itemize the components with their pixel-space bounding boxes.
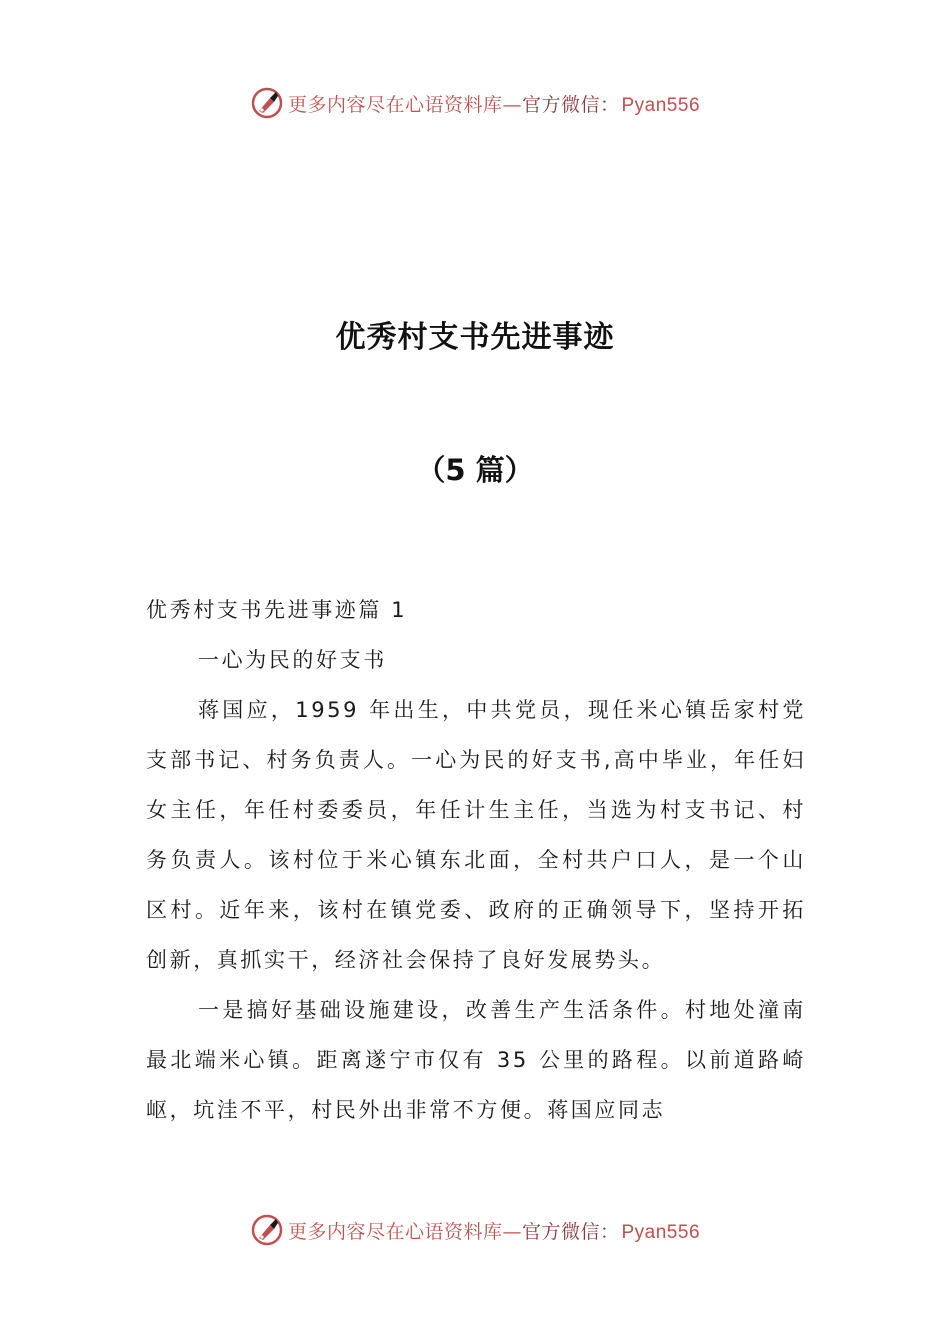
paragraph: 蒋国应，1959 年出生，中共党员，现任米心镇岳家村党支部书记、村务负责人。一心为民的好支书,高中毕业，年任妇女主任，年任村委委员，年任计生主任，当选为村支书记、村务负责人。该村位于米心镇东北面，全村共户口人，是一个山区村。近年来，该村在镇党委、政府的正确领导下，坚持开拓创新，真抓实干，经济社会保持了良好发展势头。 <box>146 698 806 972</box>
footer-banner-title: 更多内容尽在心语资料库 <box>287 1220 503 1243</box>
footer-banner-dash: — <box>502 1220 522 1243</box>
footer-banner-label: 官方微信： <box>521 1220 620 1243</box>
header-banner-label: 官方微信： <box>521 93 620 116</box>
page-subtitle: （5 篇） <box>416 453 534 487</box>
page-title: 优秀村支书先进事迹 <box>335 320 615 355</box>
footer-banner-text <box>288 1217 700 1244</box>
document-body <box>146 585 806 1135</box>
header-banner-text <box>288 90 700 117</box>
header-banner-title: 更多内容尽在心语资料库 <box>287 93 503 116</box>
paragraph: 一心为民的好支书 <box>198 648 387 672</box>
header-banner <box>0 83 950 123</box>
footer-banner <box>0 1210 950 1250</box>
paragraph: 一是搞好基础设施建设，改善生产生活条件。村地处潼南最北端米心镇。距离遂宁市仅有 35 公里的路程。以前道路崎岖，坑洼不平，村民外出非常不方便。蒋国应同志 <box>146 998 806 1122</box>
header-banner-dash: — <box>502 93 522 116</box>
header-banner-handle: Pyan556 <box>621 94 701 116</box>
footer-banner-handle: Pyan556 <box>621 1221 701 1243</box>
section-heading: 优秀村支书先进事迹篇 1 <box>146 598 408 622</box>
pen-nib-logo-icon <box>250 86 284 120</box>
pen-nib-logo-icon <box>250 1213 284 1247</box>
